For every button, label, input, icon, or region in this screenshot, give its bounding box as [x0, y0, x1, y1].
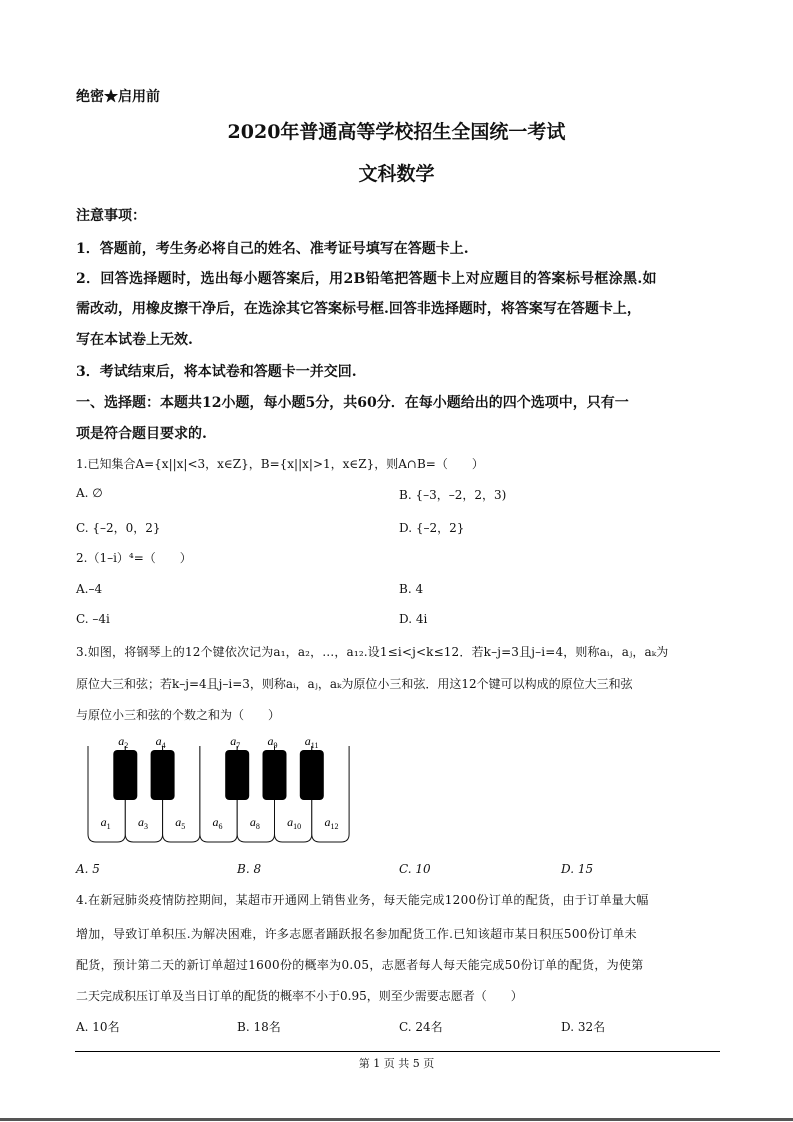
q1-option-d: D. {–2，2} — [399, 521, 465, 535]
page-number: 第 1 页 共 5 页 — [358, 1057, 435, 1070]
q3-line3: 与原位小三和弦的个数之和为（ ） — [76, 708, 281, 722]
black-key-label-a9: $a_9$ — [267, 734, 278, 750]
note-item-3: 3．考试结束后，将本试卷和答题卡一并交回. — [76, 364, 357, 380]
q3-option-a: A. 5 — [76, 862, 100, 876]
q3-option-d: D. 15 — [561, 862, 594, 876]
white-key-label-a1: $a_1$ — [100, 815, 111, 831]
black-key-a7 — [225, 750, 249, 800]
black-key-a9 — [263, 750, 287, 800]
q2-stem: 2.（1–i）⁴=（ ） — [76, 551, 192, 565]
black-key-label-a7: $a_7$ — [230, 734, 241, 750]
q1-option-b: B. {–3，–2，2，3) — [399, 488, 507, 502]
q4-option-a: A. 10名 — [76, 1020, 120, 1034]
q3-line1: 3.如图，将钢琴上的12个键依次记为a₁，a₂，…，a₁₂.设1≤i<j<k≤12．若k–j=3且j–i=4，则称aᵢ，aⱼ，aₖ为 — [76, 645, 669, 659]
footer-rule — [75, 1051, 720, 1052]
note-item-2-line3: 写在本试卷上无效. — [76, 332, 193, 348]
black-key-label-a11: $a_{11}$ — [304, 734, 319, 750]
q1-option-c: C. {–2，0，2} — [76, 521, 161, 535]
q4-line3: 配货，预计第二天的新订单超过1600份的概率为0.05，志愿者每人每天能完成50份订单的配货，为使第 — [76, 958, 644, 972]
q4-option-d: D. 32名 — [561, 1020, 606, 1034]
note-item-1: 1．答题前，考生务必将自己的姓名、准考证号填写在答题卡上. — [76, 241, 469, 257]
q1-stem: 1.已知集合A={x||x|<3，x∈Z}，B={x||x|>1，x∈Z}，则A∩B=（ ） — [76, 457, 484, 471]
black-key-label-a2: $a_2$ — [118, 734, 129, 750]
q1-option-a: A. ∅ — [76, 486, 103, 500]
q2-option-a: A.–4 — [76, 582, 103, 596]
piano-figure — [80, 732, 360, 847]
q2-option-b: B. 4 — [399, 582, 424, 596]
page-bottom-border — [0, 1118, 793, 1121]
q3-option-b: B. 8 — [237, 862, 262, 876]
white-key-label-a8: $a_8$ — [249, 815, 260, 831]
note-item-2-line2: 需改动，用橡皮擦干净后，在选涂其它答案标号框.回答非选择题时，将答案写在答题卡上， — [76, 301, 641, 317]
q2-option-c: C. –4i — [76, 612, 110, 626]
q3-line2: 原位大三和弦；若k–j=4且j–i=3，则称aᵢ，aⱼ，aₖ为原位小三和弦．用这12个键可以构成的原位大三和弦 — [76, 677, 633, 691]
notes-heading: 注意事项： — [76, 208, 146, 224]
black-key-a2 — [113, 750, 137, 800]
black-key-a11 — [300, 750, 324, 800]
note-item-2-line1: 2．回答选择题时，选出每小题答案后，用2B铅笔把答题卡上对应题目的答案标号框涂黑.如 — [76, 271, 657, 287]
black-key-label-a4: $a_4$ — [155, 734, 166, 750]
secret-label: 绝密★启用前 — [76, 89, 160, 105]
exam-subtitle: 文科数学 — [358, 163, 435, 185]
q4-line2: 增加，导致订单积压.为解决困难，许多志愿者踊跃报名参加配货工作.已知该超市某日积压500份订单未 — [76, 927, 637, 941]
q3-option-c: C. 10 — [399, 862, 431, 876]
white-key-label-a3: $a_3$ — [137, 815, 148, 831]
white-key-label-a10: $a_{10}$ — [287, 815, 302, 831]
white-key-label-a5: $a_5$ — [175, 815, 186, 831]
q4-option-c: C. 24名 — [399, 1020, 443, 1034]
exam-title: 2020年普通高等学校招生全国统一考试 — [227, 121, 566, 143]
q4-line1: 4.在新冠肺炎疫情防控期间，某超市开通网上销售业务，每天能完成1200份订单的配货，由于订单量大幅 — [76, 893, 649, 907]
section1-line2: 项是符合题目要求的. — [76, 426, 207, 442]
black-key-a4 — [151, 750, 175, 800]
white-key-label-a6: $a_6$ — [212, 815, 223, 831]
white-key-label-a12: $a_{12}$ — [324, 815, 339, 831]
q4-line4: 二天完成积压订单及当日订单的配货的概率不小于0.95，则至少需要志愿者（ ） — [76, 989, 523, 1003]
q4-option-b: B. 18名 — [237, 1020, 281, 1034]
q2-option-d: D. 4i — [399, 612, 428, 626]
section1-line1: 一、选择题：本题共12小题，每小题5分，共60分．在每小题给出的四个选项中，只有一 — [76, 395, 629, 411]
